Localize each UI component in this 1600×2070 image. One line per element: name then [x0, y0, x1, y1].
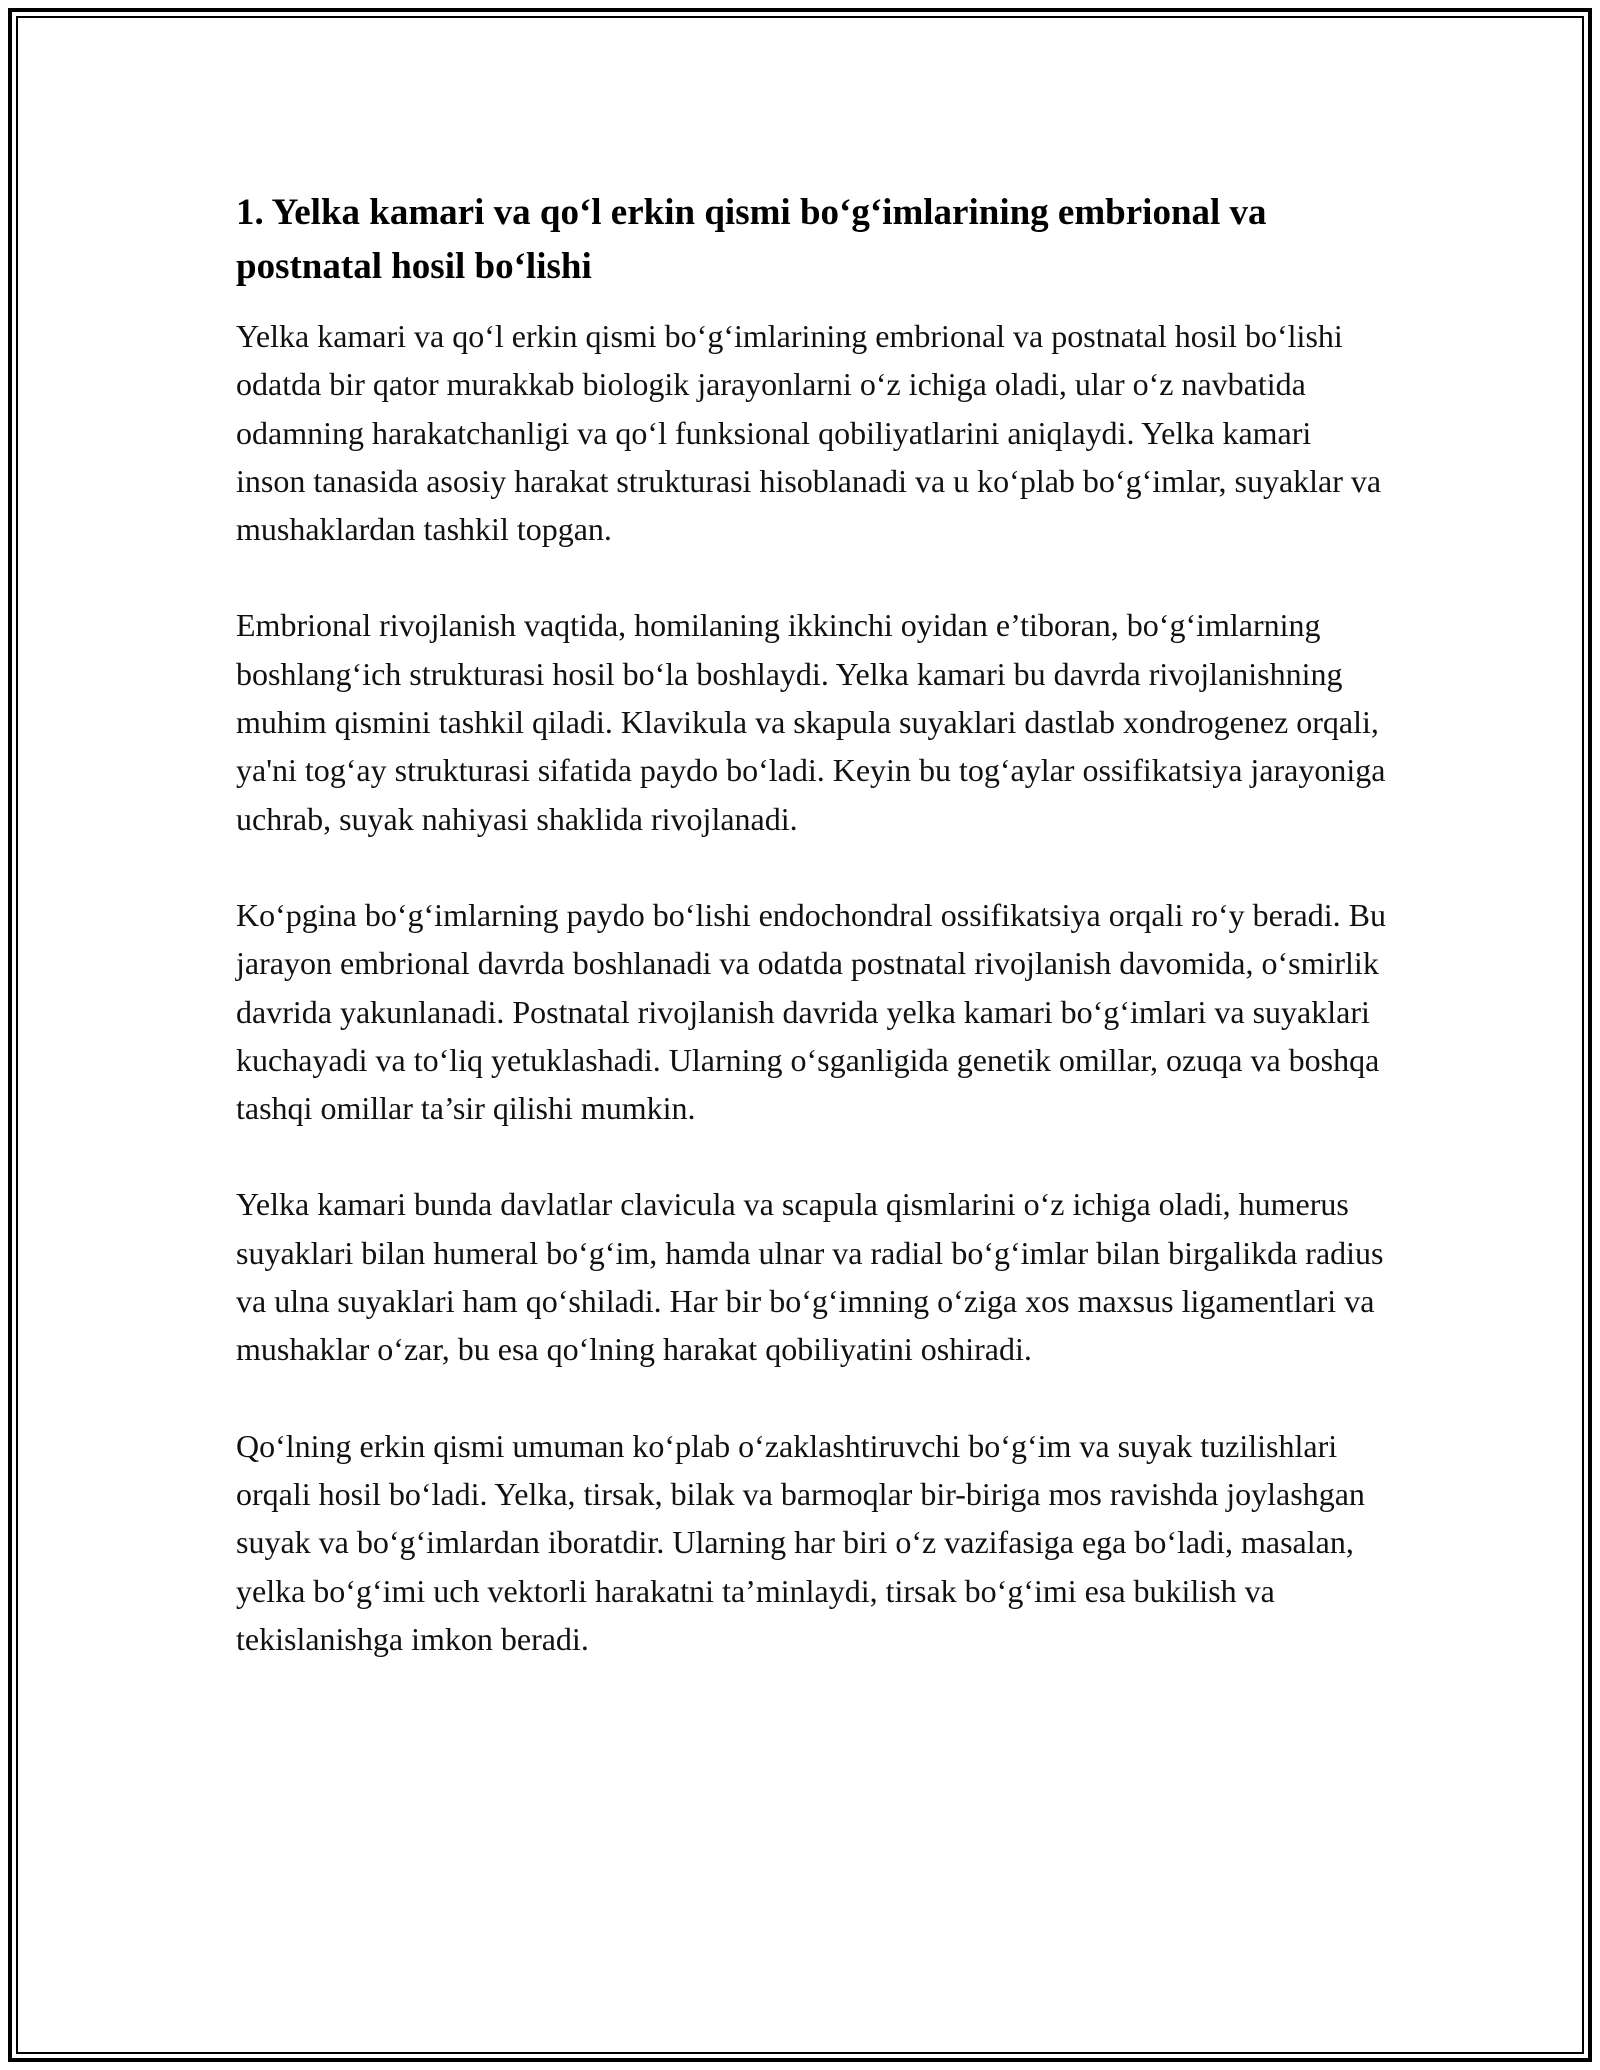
- paragraph-5: Qo‘lning erkin qismi umuman ko‘plab o‘zaklashtiruvchi bo‘g‘im va suyak tuzilishlari orqali hosil bo‘ladi. Yelka, tirsak, bilak va barmoqlar bir-biriga mos ravishda joylashgan suyak va bo‘g‘imlardan iboratdir. Ularning har biri o‘z vazifasiga ega bo‘ladi, masalan, yelka bo‘g‘imi uch vektorli harakatni ta’minlaydi, tirsak bo‘g‘imi esa bukilish va tekislanishga imkon beradi.: [236, 1427, 1365, 1657]
- paragraph-1: Yelka kamari va qo‘l erkin qismi bo‘g‘imlarining embrional va postnatal hosil bo‘lishi odatda bir qator murakkab biologik jarayonlarni o‘z ichiga oladi, ular o‘z navbatida odamning harakatchanligi va qo‘l funksional qobiliyatlarini aniqlaydi. Yelka kamari inson tanasida asosiy harakat strukturasi hisoblanadi va u ko‘plab bo‘g‘imlar, suyaklar va mushaklardan tashkil topgan.: [236, 318, 1382, 548]
- document-body: [236, 186, 1386, 1711]
- section-heading: 1. Yelka kamari va qo‘l erkin qismi bo‘g‘imlarining embrional va postnatal hosil bo‘lishi: [236, 192, 1267, 287]
- paragraph-3: Ko‘pgina bo‘g‘imlarning paydo bo‘lishi endochondral ossifikatsiya orqali ro‘y beradi. Bu jarayon embrional davrda boshlanadi va odatda postnatal rivojlanish davomida, o‘smirlik davrida yakunlanadi. Postnatal rivojlanish davrida yelka kamari bo‘g‘imlari va suyaklari kuchayadi va to‘liq yetuklashadi. Ularning o‘sganligida genetik omillar, ozuqa va boshqa tashqi omillar ta’sir qilishi mumkin.: [236, 896, 1386, 1127]
- paragraph-4: Yelka kamari bunda davlatlar clavicula va scapula qismlarini o‘z ichiga oladi, humerus suyaklari bilan humeral bo‘g‘im, hamda ulnar va radial bo‘g‘imlar bilan birgalikda radius va ulna suyaklari ham qo‘shiladi. Har bir bo‘g‘imning o‘ziga xos maxsus ligamentlari va mushaklar o‘zar, bu esa qo‘lning harakat qobiliyatini oshiradi.: [236, 1186, 1384, 1368]
- paragraph-2: Embrional rivojlanish vaqtida, homilaning ikkinchi oyidan e’tiboran, bo‘g‘imlarning boshlang‘ich strukturasi hosil bo‘la boshlaydi. Yelka kamari bu davrda rivojlanishning muhim qismini tashkil qiladi. Klavikula va skapula suyaklari dastlab xondrogenez orqali, ya'ni tog‘ay strukturasi sifatida paydo bo‘ladi. Keyin bu tog‘aylar ossifikatsiya jarayoniga uchrab, suyak nahiyasi shaklida rivojlanadi.: [236, 607, 1386, 837]
